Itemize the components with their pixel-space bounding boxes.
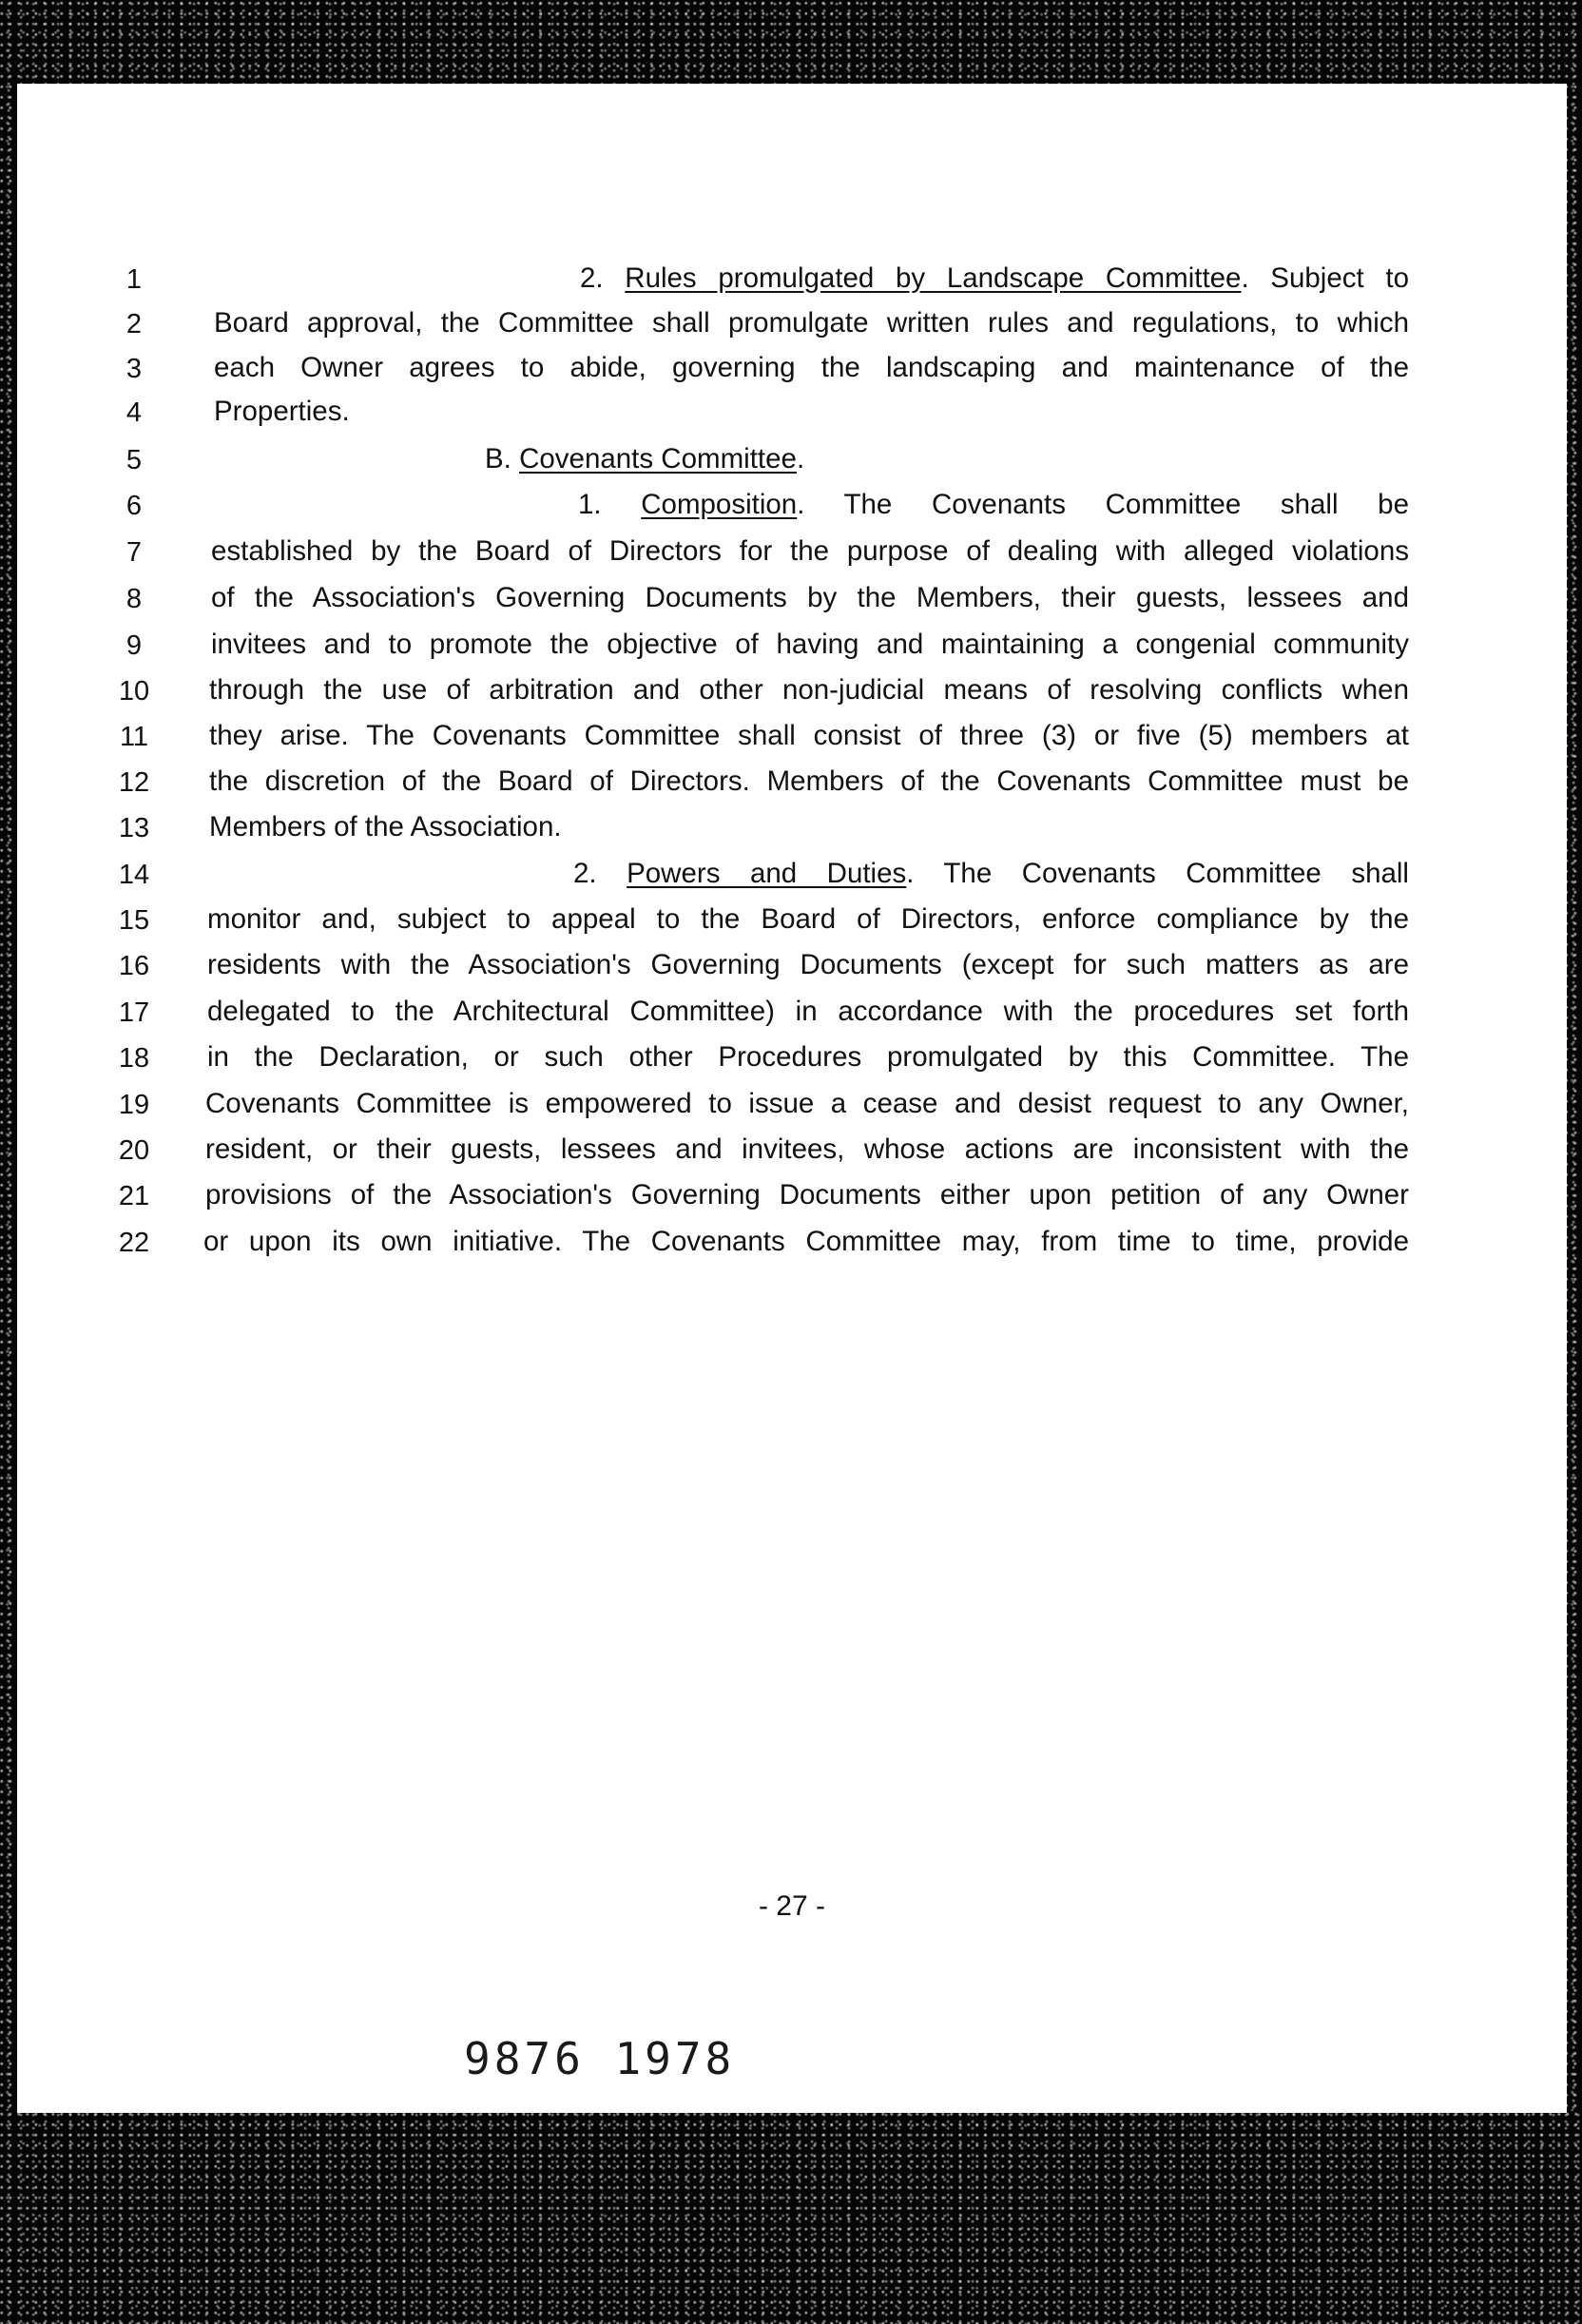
text-line <box>17 943 1567 991</box>
line-text: the discretion of the Board of Directors. Members of the Covenants Committee must be <box>209 765 1409 797</box>
text-line <box>17 437 1567 485</box>
line-number: 1 <box>125 264 143 295</box>
text-line <box>17 1082 1567 1130</box>
line-number: 7 <box>125 537 143 568</box>
text-line <box>17 301 1567 349</box>
line-number: 4 <box>125 397 143 428</box>
text-line <box>17 760 1567 807</box>
line-number: 18 <box>118 1043 150 1074</box>
line-number: 11 <box>119 722 149 752</box>
text-line <box>17 483 1567 531</box>
line-number: 13 <box>118 813 150 843</box>
heading-covenants-committee: Covenants Committee <box>519 443 797 474</box>
text-line <box>17 576 1567 624</box>
line-number: 8 <box>125 584 143 614</box>
heading-powers-and-duties: Powers and Duties <box>627 858 907 889</box>
line-number: 14 <box>118 860 150 890</box>
line-text: in the Declaration, or such other Procedures promulgated by this Committee. The <box>207 1041 1409 1073</box>
document-number: 9876 1978 <box>464 2033 736 2084</box>
line-text: 2. Rules promulgated by Landscape Committee. Subject to <box>580 262 1409 294</box>
text-line <box>17 530 1567 577</box>
line-text: Board approval, the Committee shall promulgate written rules and regulations, to which <box>214 307 1409 339</box>
line-text: or upon its own initiative. The Covenants Committee may, from time to time, provide <box>203 1226 1409 1257</box>
line-text: Properties. <box>214 396 350 427</box>
line-text: Members of the Association. <box>209 811 562 842</box>
line-number: 21 <box>118 1181 150 1211</box>
line-text: they arise. The Covenants Committee shall consist of three (3) or five (5) members at <box>209 720 1409 751</box>
document-page <box>17 84 1567 2113</box>
line-number: 2 <box>125 309 143 339</box>
text-line <box>17 1128 1567 1175</box>
text-line <box>17 668 1567 716</box>
heading-rules-promulgated: Rules promulgated by Landscape Committee <box>625 262 1242 294</box>
line-text: through the use of arbitration and other non-judicial means of resolving conflicts when <box>209 674 1409 706</box>
line-text: provisions of the Association's Governing Documents either upon petition of any Owner <box>205 1179 1409 1210</box>
text-line <box>17 257 1567 304</box>
heading-composition: Composition <box>641 489 798 520</box>
line-text: each Owner agrees to abide, governing the landscaping and maintenance of the <box>214 352 1409 383</box>
text-line <box>17 898 1567 945</box>
line-number: 12 <box>118 767 150 798</box>
line-text: residents with the Association's Governing Documents (except for such matters as are <box>207 949 1409 980</box>
line-number: 3 <box>125 354 143 384</box>
scan-noise-right <box>1565 0 1582 2324</box>
text-line <box>17 990 1567 1037</box>
line-text: 2. Powers and Duties. The Covenants Committee shall <box>573 858 1409 889</box>
text-line <box>17 1036 1567 1083</box>
line-number: 20 <box>118 1135 150 1166</box>
line-number: 17 <box>118 997 150 1028</box>
line-text: 1. Composition. The Covenants Committee shall be <box>578 489 1409 520</box>
text-line <box>17 805 1567 853</box>
line-text: B. Covenants Committee. <box>485 443 805 474</box>
line-text: invitees and to promote the objective of having and maintaining a congenial community <box>211 629 1409 660</box>
text-line <box>17 852 1567 900</box>
line-number: 10 <box>118 676 150 707</box>
text-line <box>17 1220 1567 1268</box>
line-number: 5 <box>125 445 143 475</box>
line-number: 15 <box>118 905 150 936</box>
text-line <box>17 623 1567 670</box>
line-number: 16 <box>118 951 150 981</box>
line-text: monitor and, subject to appeal to the Board of Directors, enforce compliance by the <box>207 903 1409 935</box>
line-text: delegated to the Architectural Committee) in accordance with the procedures set forth <box>207 996 1409 1027</box>
text-line <box>17 714 1567 762</box>
scan-noise-top <box>0 0 1582 86</box>
line-text: established by the Board of Directors for the purpose of dealing with alleged violations <box>211 535 1409 567</box>
line-number: 22 <box>118 1228 150 1258</box>
text-line <box>17 390 1567 437</box>
line-text: of the Association's Governing Documents by the Members, their guests, lessees and <box>211 582 1409 613</box>
text-line <box>17 1173 1567 1221</box>
page-number: - 27 - <box>758 1890 826 1922</box>
text-line <box>17 346 1567 394</box>
line-text: Covenants Committee is empowered to issue a cease and desist request to any Owner, <box>205 1088 1409 1119</box>
line-number: 6 <box>125 491 143 521</box>
line-text: resident, or their guests, lessees and invitees, whose actions are inconsistent with the <box>205 1133 1409 1165</box>
line-number: 9 <box>125 630 143 661</box>
scan-noise-bottom <box>0 2111 1582 2324</box>
line-number: 19 <box>118 1090 150 1120</box>
